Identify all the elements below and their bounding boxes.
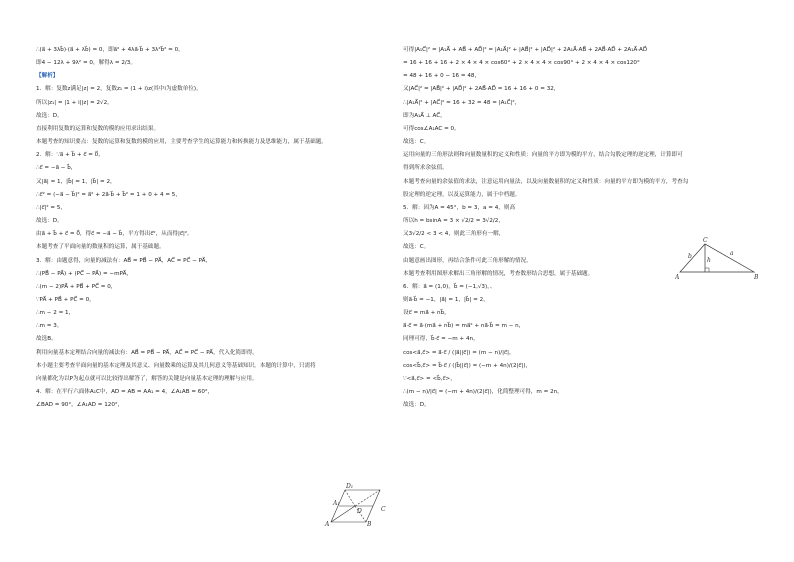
right-column bbox=[403, 44, 763, 412]
text-line: a⃗·c⃗ = a⃗·(ma⃗ + nb⃗) = ma⃗² + na⃗·b⃗ = m − n， bbox=[403, 323, 525, 330]
text-line: 所以|z₁| = |1 + i||z| = 2√2。 bbox=[36, 99, 113, 106]
text-line: 6．解：a⃗ = (1,0)，b⃗ = (−1,√3)，、 bbox=[403, 283, 496, 290]
text-line: 则a⃗·b⃗ = −1，|a⃗| = 1，|b⃗| = 2， bbox=[403, 296, 489, 303]
text-line: 运用向量的三角形法则和向量数量积的定义和性质：向量的平方即为模的平方，结合勾股定理的逆定理，计算即可 bbox=[403, 152, 683, 159]
vertex-label-c: C bbox=[381, 506, 386, 513]
text-line: 故选：D。 bbox=[36, 218, 63, 225]
triangle-label-a: a bbox=[730, 250, 734, 257]
text-line: 故选：D。 bbox=[36, 112, 63, 119]
text-line: 同理可得，b⃗·c⃗ = −m + 4n， bbox=[403, 336, 479, 343]
text-line: 本小题主要考查平面向量的基本定理及其意义、向量数乘的运算及其几何意义等基础知识。本题的计算中，只需将 bbox=[36, 362, 316, 369]
text-line: 4．解：在平行六面体A₁C中，AD = AB = AA₁ = 4，∠A₁AB = 60°， bbox=[36, 389, 214, 396]
text-line: = 16 + 16 + 16 + 2 × 4 × 4 × cos60° + 2 × 4 × 4 × cos90° + 2 × 4 × 4 × cos120° bbox=[403, 60, 640, 67]
text-line: = 48 + 16 + 0 − 16 = 48， bbox=[403, 73, 481, 80]
text-line: 即为A₁A⃗ ⊥ AC⃗， bbox=[403, 112, 446, 119]
text-line: 又3√2/2 < 3 < 4，则此三角形有一解， bbox=[403, 231, 505, 238]
triangle-label-vertex-a: A bbox=[675, 274, 680, 280]
parallelepiped-figure bbox=[322, 481, 388, 527]
text-line: ∴|A₁A⃗|² + |AC⃗|² = 16 + 32 = 48 = |A₁C⃗|²， bbox=[403, 99, 521, 106]
vertex-label-d1: D₁ bbox=[346, 483, 354, 490]
text-line: ∴(PB⃗ − PA⃗) + (PC⃗ − PA⃗) = −mPA⃗， bbox=[36, 270, 133, 277]
text-line: ∴(m − 2)PA⃗ + PB⃗ + PC⃗ = 0， bbox=[36, 283, 117, 290]
text-line: 5．解：因为A = 45°，b = 3，a = 4，则高 bbox=[403, 204, 516, 211]
text-line: 又|AC⃗|² = |AB⃗|² + |AD⃗|² + 2AB⃗·AD⃗ = 16 + 16 + 0 = 32， bbox=[403, 86, 560, 93]
text-line: 所以h = bsinA = 3 × √2/2 = 3√2/2， bbox=[403, 218, 504, 225]
text-line: 由题意画出图形，再结合条件可此三角形解的情况。 bbox=[403, 257, 532, 264]
vertex-label-d: D bbox=[357, 508, 362, 515]
text-line: cos<b⃗,c⃗> = b⃗·c⃗ / (|b⃗||c⃗|) = (−m + 4n)/(2|c⃗|)， bbox=[403, 362, 532, 369]
triangle-label-h: h bbox=[707, 257, 711, 264]
text-line: ∴(m − n)/|c⃗| = (−m + 4n)/(2|c⃗|)，化简整理可得，m = 2n， bbox=[403, 389, 563, 396]
vertex-label-a1: A₁ bbox=[333, 500, 340, 507]
text-line: ∠BAD = 90°，∠A₁AD = 120°， bbox=[36, 402, 124, 409]
text-line: 2．解：∵a⃗ + b⃗ + c⃗ = 0⃗， bbox=[36, 152, 104, 159]
triangle-label-vertex-b: B bbox=[754, 274, 759, 280]
text-line: ∴c⃗² = (−a⃗ − b⃗)² = a⃗² + 2a⃗·b⃗ + b⃗² = 1 + 0 + 4 = 5， bbox=[36, 191, 181, 198]
text-line: 设c⃗ = ma⃗ + nb⃗， bbox=[403, 310, 450, 317]
text-line: 本题考查的知识要点：复数的运算和复数的模的应用，主要考查学生的运算能力和转换能力及思维能力，属于基础题。 bbox=[36, 139, 327, 146]
text-line: 故选：D。 bbox=[403, 402, 430, 409]
text-line: cos<a⃗,c⃗> = a⃗·c⃗ / (|a⃗||c⃗|) = (m − n)/|c⃗|， bbox=[403, 349, 515, 356]
text-line: ∴(a⃗ + 3λb⃗)·(a⃗ + λb⃗) = 0，即a⃗² + 4λa⃗·b⃗ + 3λ²b⃗² = 0， bbox=[36, 47, 184, 53]
text-line: 3．解：由题意得，向量的减法有：AB⃗ = PB⃗ − PA⃗，AC⃗ = PC⃗ − PA⃗， bbox=[36, 257, 212, 264]
text-line: 【解析】 bbox=[36, 73, 59, 80]
text-line: ∴m = 3。 bbox=[36, 323, 63, 330]
text-line: ∴c⃗ = −a⃗ − b⃗， bbox=[36, 165, 77, 172]
text-line: 本题考查向量的余弦值的求法，注意运用向量法，以及向量数量积的定义和性质：向量的平方即为模的平方，考查勾 bbox=[403, 178, 689, 185]
triangle-label-c: C bbox=[703, 237, 708, 244]
text-line: 由a⃗ + b⃗ + c⃗ = 0⃗，得c⃗ = −a⃗ − b⃗，平方得出c⃗²，从而得|c⃗|²。 bbox=[36, 231, 193, 238]
text-line: 可得cos∠A₁AC = 0。 bbox=[403, 125, 460, 132]
text-line: 1．解：复数z满足|z| = 2，复数z₁ = (1 + i)z(其中i为虚数单位)， bbox=[36, 86, 202, 93]
text-line: ∵PA⃗ + PB⃗ + PC⃗ = 0， bbox=[36, 296, 95, 303]
text-line: 可得|A₁C⃗|² = |A₁A⃗ + AB⃗ + AD⃗|² = |A₁A⃗|² + |AB⃗|² + |AD⃗|² + 2A₁A⃗·AB⃗ + 2AB⃗·AD⃗ + 2A₁A⃗·AD⃗ bbox=[403, 47, 648, 53]
text-line: 直接利用复数的运算和复数的模的应用求出结果。 bbox=[36, 125, 160, 132]
text-line: 又|a⃗| = 1，|b⃗| = 1，|b⃗| = 2， bbox=[36, 178, 116, 185]
text-line: ∵<a⃗,c⃗> = <b⃗,c⃗>， bbox=[403, 375, 456, 382]
text-line: 即4 − 12λ + 9λ² = 0，解得λ = 2/3。 bbox=[36, 60, 136, 67]
text-line: 故选B。 bbox=[36, 336, 57, 343]
text-line: 本题考查利用图形求解出三角形解的情况，考查数形结合思想，属于基础题。 bbox=[403, 270, 594, 277]
text-line: 向量都化为以P为起点就可以比较得出解答了，解答的关键是向量基本定理的理解与应用。 bbox=[36, 375, 258, 382]
text-line: 本题考查了平面向量的数量积的运算，属于基础题。 bbox=[36, 244, 165, 251]
text-line: 利用向量基本定理结合向量的减法有：AB⃗ = PB⃗ − PA⃗，AC⃗ = PC⃗ − PA⃗，代入化简即得。 bbox=[36, 349, 258, 356]
vertex-label-b: B bbox=[367, 521, 372, 527]
text-line: 得到所求余弦值。 bbox=[403, 165, 448, 172]
text-line: 故选：C。 bbox=[403, 244, 430, 251]
text-line: 股定理的逆定理，以及运算能力，属于中档题。 bbox=[403, 191, 521, 198]
triangle-figure bbox=[675, 234, 761, 280]
triangle-label-b: b bbox=[688, 253, 692, 260]
vertex-label-a: A bbox=[325, 521, 330, 527]
text-line: ∴|c⃗|² = 5， bbox=[36, 204, 67, 211]
text-line: ∴m − 2 = 1， bbox=[36, 310, 75, 317]
text-line: 故选：C。 bbox=[403, 139, 430, 146]
left-column bbox=[36, 44, 388, 412]
